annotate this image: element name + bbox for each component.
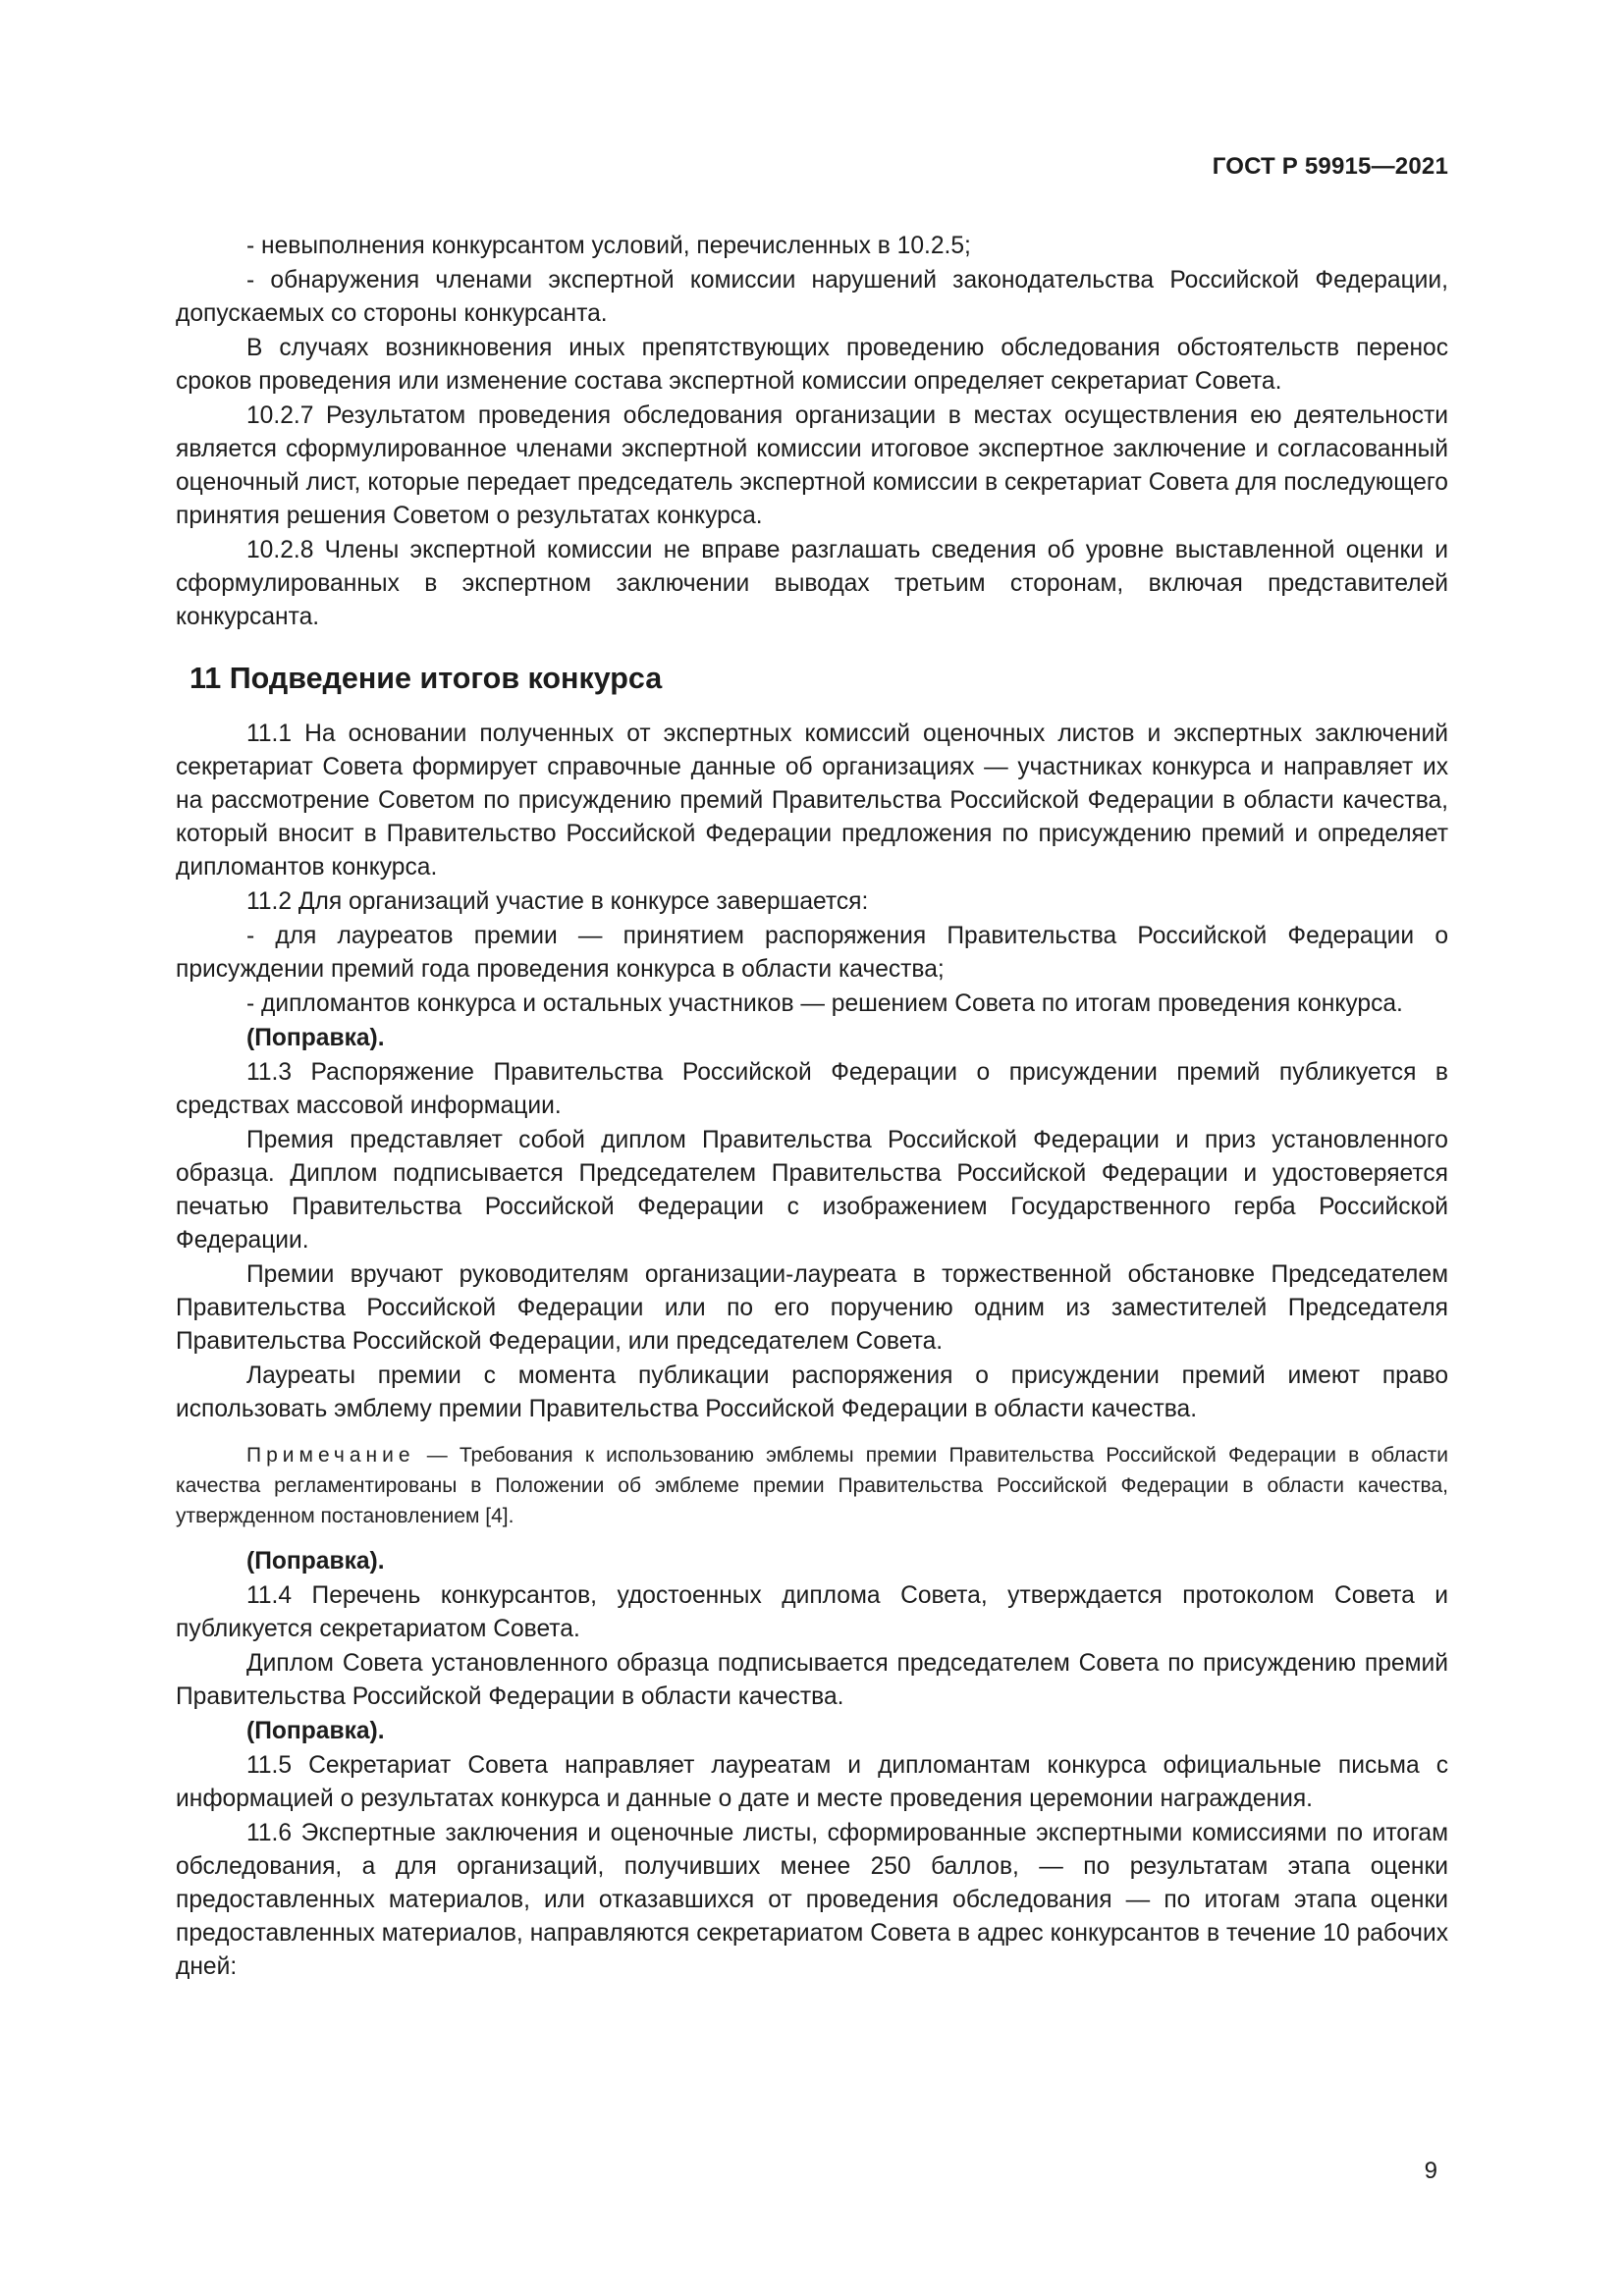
amendment-marker: (Поправка). [246,1718,385,1744]
body-paragraph: Лауреаты премии с момента публикации распоряжения о присуждении премий имеют право использовать эмблему премии Правительства Российской Федерации в области качества. [176,1362,1448,1422]
clause-11-1: 11.1 На основании полученных от экспертных комиссий оценочных листов и экспертных заключений секретариат Совета формирует справочные данные об организациях — участниках конкурса и направляет их на рассмотрение Советом по присуждению премий Правительства Российской Федерации в области качества, который вносит в Правительство Российской Федерации предложения по присуждению премий и определяет дипломантов конкурса. [176,721,1448,881]
body-paragraph: Премии вручают руководителям организации-лауреата в торжественной обстановке Председателем Правительства Российской Федерации или по его поручению одним из заместителей Председателя Правительства Российской Федерации, или председателем Совета. [176,1261,1448,1355]
section-heading: 11 Подведение итогов конкурса [189,662,663,695]
body-paragraph: Диплом Совета установленного образца подписывается председателем Совета по присуждению премий Правительства Российской Федерации в области качества. [176,1650,1448,1710]
clause-11-4: 11.4 Перечень конкурсантов, удостоенных диплома Совета, утверждается протоколом Совета и публикуется секретариатом Совета. [176,1582,1448,1642]
note-paragraph [176,1440,1448,1531]
clause-10-2-8: 10.2.8 Члены экспертной комиссии не вправе разглашать сведения об уровне выставленной оценки и сформулированных в экспертном заключении выводах третьим сторонам, включая представителей конкурсанта. [176,537,1448,630]
list-item-paragraph: - невыполнения конкурсантом условий, перечисленных в 10.2.5; [246,233,971,259]
clause-11-2: 11.2 Для организаций участие в конкурсе завершается: [246,888,869,915]
note-label: Примечание [246,1444,415,1467]
clause-11-6: 11.6 Экспертные заключения и оценочные листы, сформированные экспертными комиссиями по итогам обследования, а для организаций, получивших менее 250 баллов, — по результатам этапа оценки предоставленных материалов, или отказавшихся от проведения обследования — по итогам этапа оценки предоставленных материалов, направляются секретариатом Совета в адрес конкурсантов в течение 10 рабочих дней: [176,1820,1448,1980]
amendment-marker: (Поправка). [246,1548,385,1575]
clause-11-3: 11.3 Распоряжение Правительства Российской Федерации о присуждении премий публикуется в средствах массовой информации. [176,1059,1448,1119]
list-item-paragraph: - дипломантов конкурса и остальных участников — решением Совета по итогам проведения конкурса. [246,990,1403,1017]
body-paragraph: Премия представляет собой диплом Правительства Российской Федерации и приз установленного образца. Диплом подписывается Председателем Правительства Российской Федерации и удостоверяется печатью Правительства Российской Федерации с изображением Государственного герба Российской Федерации. [176,1127,1448,1254]
document-number-header: ГОСТ Р 59915—2021 [1212,153,1448,180]
amendment-marker: (Поправка). [246,1025,385,1051]
list-item-paragraph: - обнаружения членами экспертной комиссии нарушений законодательства Российской Федерации, допускаемых со стороны конкурсанта. [176,267,1448,327]
page-content [176,230,1448,1984]
page-number: 9 [1424,2158,1437,2184]
list-item-paragraph: - для лауреатов премии — принятием распоряжения Правительства Российской Федерации о присуждении премий года проведения конкурса в области качества; [176,923,1448,983]
clause-11-5: 11.5 Секретариат Совета направляет лауреатам и дипломантам конкурса официальные письма с информацией о результатах конкурса и данные о дате и месте проведения церемонии награждения. [176,1752,1448,1812]
note-text: — Требования к использованию эмблемы премии Правительства Российской Федерации в области качества регламентированы в Положении об эмблеме премии Правительства Российской Федерации в области качества, утвержденном постановлением [4]. [176,1444,1448,1527]
clause-10-2-7: 10.2.7 Результатом проведения обследования организации в местах осуществления ею деятельности является сформулированное членами экспертной комиссии итоговое экспертное заключение и согласованный оценочный лист, которые передает председатель экспертной комиссии в секретариат Совета для последующего принятия решения Советом о результатах конкурса. [176,402,1448,529]
body-paragraph: В случаях возникновения иных препятствующих проведению обследования обстоятельств перенос сроков проведения или изменение состава экспертной комиссии определяет секретариат Совета. [176,335,1448,395]
